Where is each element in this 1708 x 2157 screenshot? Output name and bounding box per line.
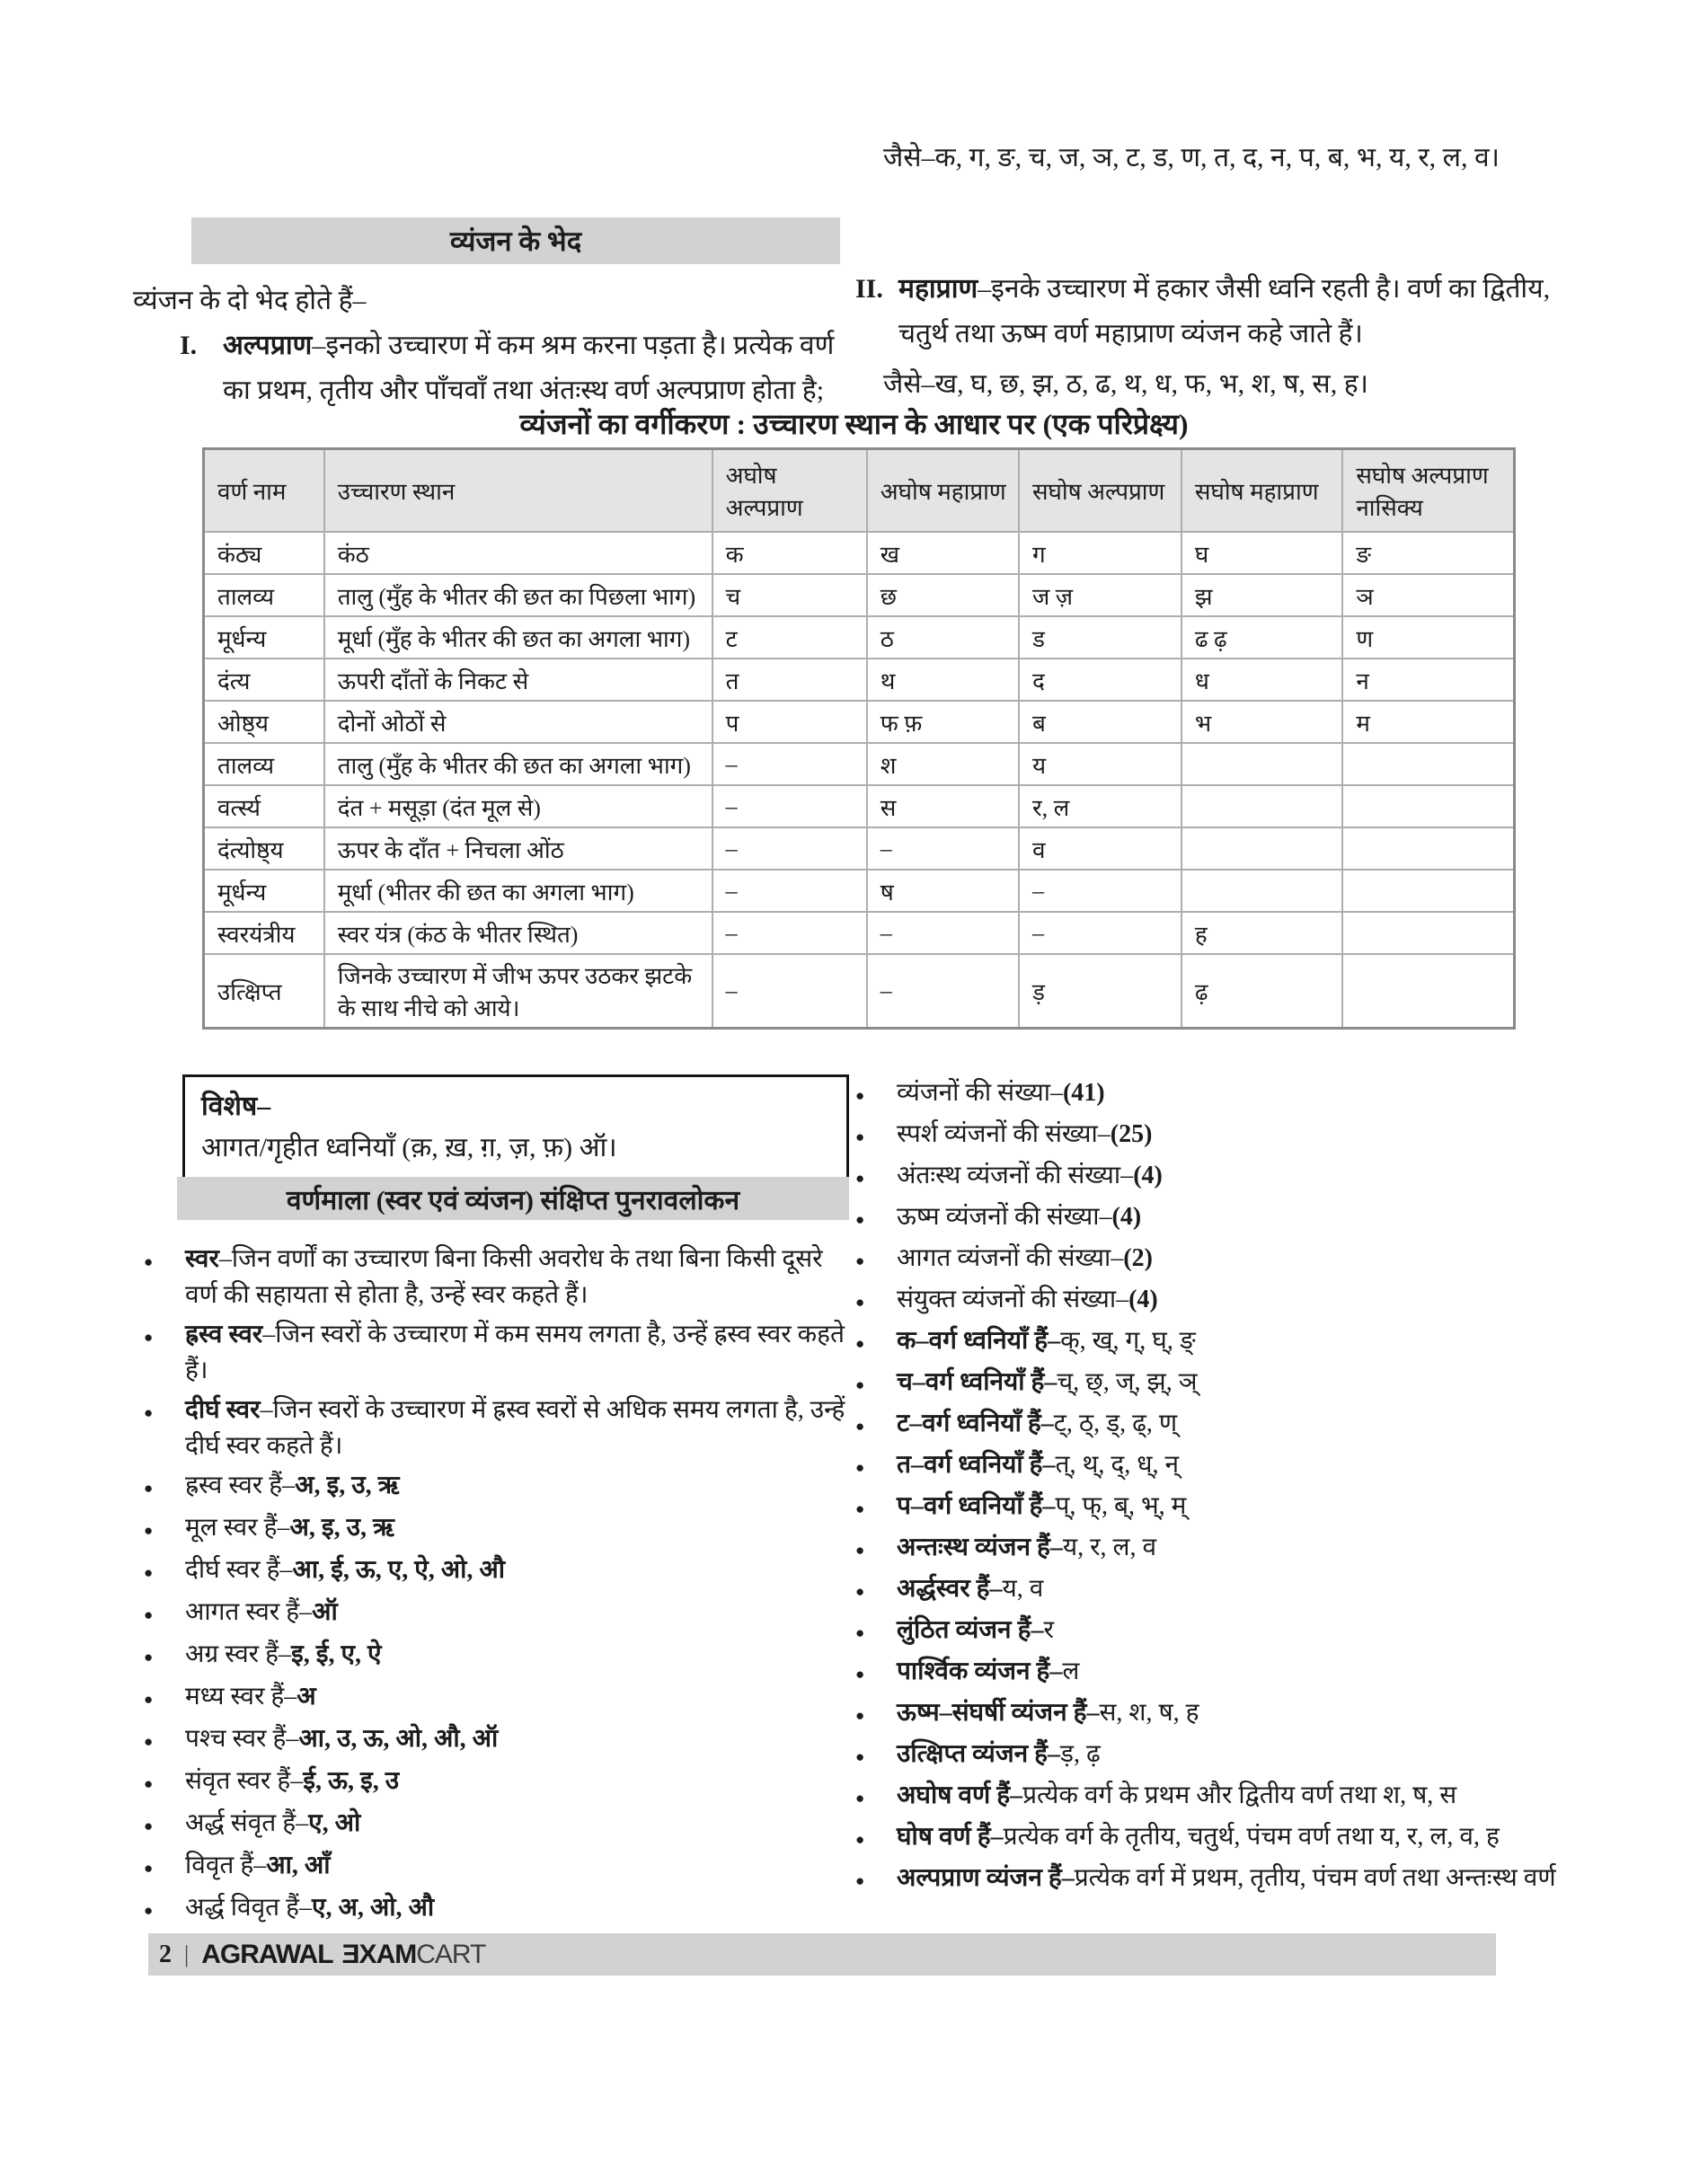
list-item-text [185,1890,434,1929]
table-cell: ण [1342,616,1514,659]
list-item [144,1764,852,1802]
list-item-text [897,1283,1158,1320]
page-footer [148,1933,1496,1976]
text-segment: –जिन स्वरों के उच्चारण में ह्रस्व स्वरों से अधिक समय लगता है, उन्हें दीर्घ स्वर कहते हैं। [185,1396,845,1460]
table-cell: तालव्य [204,743,324,785]
publisher-logo [201,1940,485,1970]
table-header-cell: अघोष अल्पप्राण [712,449,867,533]
text-segment: संवृत स्वर हैं– [185,1767,304,1795]
list-item [855,1448,1599,1485]
list-item-text [897,1531,1156,1568]
text-segment: आ, ई, ऊ, ए, ऐ, ओ, औ [292,1556,506,1584]
text-segment: विवृत हैं– [185,1852,267,1879]
table-cell: र, ल [1019,785,1181,827]
list-item [144,1317,852,1389]
special-note-box [182,1074,849,1184]
bullet-icon: ● [855,1790,865,1807]
list-item-text [897,1118,1152,1154]
table-cell: ञ [1342,574,1514,616]
table-cell: मूर्धन्य [204,616,324,659]
table-row [204,827,1515,870]
text-segment: अर्द्ध संवृत हैं– [185,1809,309,1837]
text-segment: अग्र स्वर हैं– [185,1640,291,1668]
list-item [144,1890,852,1929]
footer-separator: | [184,1940,190,1967]
list-item [855,1779,1599,1816]
text-segment: अल्पप्राण [223,331,313,360]
table-cell [1342,870,1514,912]
table-cell [1342,785,1514,827]
text-segment: अघोष वर्ण हैं– [897,1781,1023,1809]
table-cell: – [712,827,867,870]
table-cell: कंठ [324,532,712,574]
bullet-icon: ● [144,1522,154,1539]
text-segment: इ, ई, ए, ऐ [290,1640,382,1668]
text-segment: प्रत्येक वर्ग में प्रथम, तृतीय, पंचम वर्ण तथा अन्तःस्थ वर्ण [1074,1864,1556,1892]
section-title-consonant-types [191,217,840,264]
text-segment: स्पर्श व्यंजनों की संख्या– [897,1120,1111,1148]
table-row [204,532,1515,574]
text-segment: अर्द्ध विवृत हैं– [185,1894,312,1922]
text-segment: च्, छ्, ज्, झ्, ञ् [1057,1368,1198,1396]
text-segment: दीर्घ स्वर [185,1396,261,1424]
bullet-icon: ● [144,1253,154,1270]
table-cell: छ [867,574,1019,616]
table-cell: ख [867,532,1019,574]
text-segment: अ, इ, उ, ऋ [289,1514,394,1542]
table-cell: ष [867,870,1019,912]
list-item-text [185,1637,381,1675]
list-item [855,1613,1599,1650]
list-item-text [185,1595,338,1633]
publisher-logo-cart: CART [416,1939,486,1969]
bullet-icon: ● [855,1707,865,1724]
bullet-icon: ● [855,1335,865,1352]
bullet-icon: ● [855,1831,865,1848]
bullet-icon: ● [855,1128,865,1145]
list-item [144,1721,852,1760]
table-cell: – [712,785,867,827]
table-header-row [204,449,1515,533]
list-item [855,1200,1599,1237]
special-note-line: आगत/गृहीत ध्वनियाँ (क़, ख़, ग़, ज़, फ़) ऑ। [201,1133,617,1162]
text-segment: ल [1062,1658,1080,1685]
text-segment: (25) [1110,1120,1153,1148]
table-cell: प [712,701,867,743]
table-cell: दंत्योष्ठ्य [204,827,324,870]
text-segment: पश्च स्वर हैं– [185,1725,299,1753]
text-segment: प्रत्येक वर्ग के प्रथम और द्वितीय वर्ण तथा श, ष, स [1022,1781,1457,1809]
list-item-text [897,1200,1141,1237]
table-cell: फ फ़ [867,701,1019,743]
list-item [855,1366,1599,1402]
list-item-text [897,1407,1177,1444]
page-number: 2 [159,1940,172,1968]
text-segment: अ [296,1683,316,1711]
table-header-cell: अघोष महाप्राण [867,449,1019,533]
text-segment: क–वर्ग ध्वनियाँ हैं– [897,1327,1061,1355]
table-cell: थ [867,659,1019,701]
text-segment: आ, उ, ऊ, ओ, औ, ऑ [298,1725,499,1753]
text-segment: उत्क्षिप्त व्यंजन हैं– [897,1740,1061,1768]
publisher-logo-exam: ƎXAM [341,1939,417,1969]
text-segment: मध्य स्वर हैं– [185,1683,297,1711]
bullet-icon: ● [855,1211,865,1228]
bullet-icon: ● [144,1564,154,1581]
section-title-varnamala [177,1177,849,1220]
table-cell [1342,912,1514,954]
bullet-icon: ● [144,1860,154,1877]
bullet-icon: ● [855,1170,865,1187]
example-line-1: जैसे–क, ग, ङ, च, ज, ञ, ट, ड, ण, त, द, न, प, ब, भ, य, र, ल, व। [883,143,1500,172]
bullet-icon: ● [144,1733,154,1750]
bullet-icon: ● [144,1817,154,1834]
intro-line: व्यंजन के दो भेद होते हैं– [133,286,367,315]
list-item [855,1118,1599,1154]
list-item-text [185,1764,399,1802]
table-cell: दंत्य [204,659,324,701]
text-segment: त–वर्ग ध्वनियाँ हैं– [897,1451,1056,1479]
text-segment: आ, आँ [266,1852,331,1879]
list-item [855,1324,1599,1361]
list-item-text [897,1820,1500,1857]
list-item [144,1848,852,1887]
list-item [144,1510,852,1549]
table-cell: मूर्धा (मुँह के भीतर की छत का अगला भाग) [324,616,712,659]
section-title-text: व्यंजन के भेद [449,225,582,257]
bullet-icon: ● [855,1583,865,1600]
text-segment: आगत स्वर हैं– [185,1598,313,1626]
text-segment: व्यंजनों की संख्या– [897,1079,1063,1107]
list-item [855,1572,1599,1609]
text-segment: स्वर [185,1245,219,1273]
text-segment: ऊष्म–संघर्षी व्यंजन हैं– [897,1699,1100,1727]
text-segment: अल्पप्राण व्यंजन हैं– [897,1864,1075,1892]
table-cell: ट [712,616,867,659]
table-cell: – [712,870,867,912]
table-cell [1342,954,1514,1029]
table-cell: स्वर यंत्र (कंठ के भीतर स्थित) [324,912,712,954]
list-item [855,1861,1599,1898]
section-title-text: वर्णमाला (स्वर एवं व्यंजन) संक्षिप्त पुनरावलोकन [286,1185,740,1216]
table-cell: ड [1019,616,1181,659]
list-item [855,1407,1599,1444]
text-segment: (4) [1128,1286,1158,1313]
text-segment: प्रत्येक वर्ग के तृतीय, चतुर्थ, पंचम वर्ण तथा य, र, ल, व, ह [1003,1823,1500,1851]
table-cell: त [712,659,867,701]
text-segment: –इनको उच्चारण में कम श्रम करना पड़ता है। प्रत्येक वर्ण का प्रथम, तृतीय और पाँचवाँ तथा अंतःस्थ वर्ण अल्पप्राण होता है; [223,331,835,405]
table-cell [1181,785,1342,827]
table-cell: ढ ढ़ [1181,616,1342,659]
text-segment: संयुक्त व्यंजनों की संख्या– [897,1286,1129,1313]
text-segment: –जिन स्वरों के उच्चारण में कम समय लगता है, उन्हें ह्रस्व स्वर कहते हैं। [185,1321,845,1384]
text-segment: मूल स्वर हैं– [185,1514,290,1542]
table-row [204,743,1515,785]
table-cell: श [867,743,1019,785]
text-segment: ऊष्म व्यंजनों की संख्या– [897,1203,1112,1231]
list-item [855,1242,1599,1278]
list-item-text [185,1317,852,1389]
bullet-icon: ● [855,1624,865,1641]
text-segment: य, र, ल, व [1062,1534,1157,1561]
text-segment: प्, फ्, ब्, भ्, म् [1055,1492,1187,1520]
bullet-icon: ● [855,1666,865,1683]
item-number: II. [855,274,883,304]
list-item-text [897,1242,1153,1278]
list-item [144,1468,852,1507]
text-segment: (41) [1062,1079,1105,1107]
table-cell [1181,870,1342,912]
table-cell: झ [1181,574,1342,616]
table-cell: – [712,912,867,954]
list-item-text [897,1696,1199,1733]
text-segment: –जिन वर्णों का उच्चारण बिना किसी अवरोध के तथा बिना किसी दूसरे वर्ण की सहायता से होता है, उन्हें स्वर कहते हैं। [185,1245,823,1309]
text-segment: घोष वर्ण हैं– [897,1823,1004,1851]
list-item-text [897,1572,1043,1609]
table-cell: मूर्धा (भीतर की छत का अगला भाग) [324,870,712,912]
table-cell: ऊपर के दाँत + निचला ओंठ [324,827,712,870]
text-segment: पार्श्विक व्यंजन हैं– [897,1658,1063,1685]
table-cell: न [1342,659,1514,701]
text-segment: दीर्घ स्वर हैं– [185,1556,293,1584]
numbered-item-alpaprana [180,323,845,413]
list-item-text [185,1242,852,1313]
list-item [144,1806,852,1844]
item-text [898,267,1585,357]
list-item-text [185,1806,360,1844]
bullet-icon: ● [855,1294,865,1311]
list-item [144,1595,852,1633]
text-segment: स, श, ष, ह [1099,1699,1199,1727]
text-segment: त्, थ्, द्, ध्, न् [1055,1451,1180,1479]
table-cell: स [867,785,1019,827]
table-cell: ज ज़ [1019,574,1181,616]
table-cell: क [712,532,867,574]
table-cell: – [867,954,1019,1029]
list-item-text [897,1159,1163,1196]
list-item-text [185,1721,498,1760]
table-row [204,701,1515,743]
text-segment: ए, ओ [308,1809,361,1837]
list-item-text [897,1613,1054,1650]
list-item-text [185,1848,330,1887]
list-item-text [185,1679,316,1718]
list-item-text [897,1448,1179,1485]
item-number: I. [180,331,198,360]
table-cell: स्वरयंत्रीय [204,912,324,954]
text-segment: ट्, ठ्, ड्, ढ्, ण् [1053,1410,1178,1437]
table-cell: जिनके उच्चारण में जीभ ऊपर उठकर झटके के साथ नीचे को आये। [324,954,712,1029]
table-row [204,659,1515,701]
table-cell: ध [1181,659,1342,701]
bullet-icon: ● [855,1542,865,1559]
bullet-icon: ● [144,1404,154,1421]
table-row [204,616,1515,659]
table-row [204,954,1515,1029]
table-cell: ऊपरी दाँतों के निकट से [324,659,712,701]
list-item [855,1655,1599,1692]
table-header-cell: वर्ण नाम [204,449,324,533]
item-text [223,323,845,413]
text-segment: अंतःस्थ व्यंजनों की संख्या– [897,1162,1134,1189]
list-item-text [897,1655,1079,1692]
text-segment: ह्रस्व स्वर हैं– [185,1472,296,1499]
consonant-classification-table [202,447,1516,1030]
text-segment: अन्तःस्थ व्यंजन हैं– [897,1534,1063,1561]
table-cell: दोनों ओठों से [324,701,712,743]
table-title: व्यंजनों का वर्गीकरण : उच्चारण स्थान के आधार पर (एक परिप्रेक्ष्य) [519,408,1189,440]
table-header-cell: सघोष अल्पप्राण नासिक्य [1342,449,1514,533]
list-item [855,1531,1599,1568]
list-item-text [897,1490,1186,1526]
table-cell: ङ [1342,532,1514,574]
list-item-text [897,1366,1198,1402]
list-item-text [897,1076,1105,1113]
table-cell [1181,743,1342,785]
table-cell: य [1019,743,1181,785]
table-cell: तालु (मुँह के भीतर की छत का अगला भाग) [324,743,712,785]
bullet-icon: ● [144,1606,154,1623]
list-item-text [897,1861,1556,1898]
list-item [855,1076,1599,1113]
table-cell: कंठ्य [204,532,324,574]
publisher-logo-agrawal: AGRAWAL [201,1939,333,1969]
text-segment: आगत व्यंजनों की संख्या– [897,1244,1124,1272]
table-cell: तालव्य [204,574,324,616]
example-line-2: जैसे–ख, घ, छ, झ, ठ, ढ, थ, ध, फ, भ, श, ष, स, ह। [883,369,1368,399]
table-cell: वर्त्स्य [204,785,324,827]
text-segment: ट–वर्ग ध्वनियाँ हैं– [897,1410,1054,1437]
table-header-cell: सघोष अल्पप्राण [1019,449,1181,533]
bullet-icon: ● [855,1872,865,1889]
special-note-title: विशेष– [201,1092,271,1121]
list-item [855,1696,1599,1733]
table-cell: – [1019,870,1181,912]
table-cell: – [712,954,867,1029]
table-row [204,574,1515,616]
table-cell: – [867,912,1019,954]
table-header-cell: उच्चारण स्थान [324,449,712,533]
bullet-icon: ● [855,1252,865,1269]
list-item [855,1490,1599,1526]
table-row [204,870,1515,912]
text-segment: अर्द्धस्वर हैं– [897,1575,1003,1603]
text-segment: महाप्राण [898,274,978,304]
text-segment: ऑ [312,1598,338,1626]
text-segment: (2) [1123,1244,1153,1272]
table-cell: ओष्ठ्य [204,701,324,743]
table-cell: ह [1181,912,1342,954]
list-item [144,1552,852,1591]
table-row [204,912,1515,954]
bullet-icon: ● [855,1748,865,1765]
list-item [855,1159,1599,1196]
text-segment: (4) [1111,1203,1142,1231]
list-item-text [897,1737,1101,1774]
table-cell [1181,827,1342,870]
table-cell: म [1342,701,1514,743]
bullet-icon: ● [144,1649,154,1666]
list-item [144,1637,852,1675]
bullet-icon: ● [144,1902,154,1919]
consonant-facts-bullet-list [855,1076,1599,1903]
table-cell: ठ [867,616,1019,659]
text-segment: –इनके उच्चारण में हकार जैसी ध्वनि रहती है। वर्ण का द्वितीय, चतुर्थ तथा ऊष्म वर्ण महाप्राण व्यंजन कहे जाते हैं। [898,274,1551,349]
bullet-icon: ● [144,1775,154,1792]
text-segment: (4) [1133,1162,1163,1189]
table-cell: दंत + मसूड़ा (दंत मूल से) [324,785,712,827]
table-cell: ड़ [1019,954,1181,1029]
table-cell: द [1019,659,1181,701]
list-item-text [897,1324,1196,1361]
bullet-icon: ● [855,1376,865,1393]
text-segment: ह्रस्व स्वर [185,1321,263,1348]
table-cell: – [867,827,1019,870]
list-item-text [185,1392,852,1464]
table-cell: च [712,574,867,616]
bullet-icon: ● [144,1480,154,1497]
table-header-cell: सघोष महाप्राण [1181,449,1342,533]
table-cell: – [712,743,867,785]
text-segment: अ, इ, उ, ऋ [295,1472,400,1499]
table-cell: – [1019,912,1181,954]
table-cell: भ [1181,701,1342,743]
text-segment: ए, अ, ओ, औ [311,1894,435,1922]
list-item [855,1283,1599,1320]
text-segment: प–वर्ग ध्वनियाँ हैं– [897,1492,1056,1520]
table-cell: तालु (मुँह के भीतर की छत का पिछला भाग) [324,574,712,616]
text-segment: ड़, ढ़ [1060,1740,1101,1768]
list-item-text [185,1510,394,1549]
table-row [204,785,1515,827]
list-item-text [897,1779,1456,1816]
bullet-icon: ● [855,1087,865,1104]
table-cell: मूर्धन्य [204,870,324,912]
text-segment: क्, ख्, ग्, घ्, ङ् [1060,1327,1196,1355]
bullet-icon: ● [144,1691,154,1708]
list-item [144,1392,852,1464]
table-cell: घ [1181,532,1342,574]
list-item-text [185,1552,505,1591]
bullet-icon: ● [855,1418,865,1435]
table-cell: ढ़ [1181,954,1342,1029]
table-cell [1342,827,1514,870]
text-segment: ई, ऊ, इ, उ [303,1767,400,1795]
list-item [855,1820,1599,1857]
numbered-item-mahaprana [855,267,1585,357]
table-cell: ब [1019,701,1181,743]
varnamala-bullet-list [144,1242,852,1932]
bullet-icon: ● [144,1329,154,1346]
text-segment: र [1043,1616,1054,1644]
list-item [855,1737,1599,1774]
text-segment: लुंठित व्यंजन हैं– [897,1616,1044,1644]
list-item-text [185,1468,399,1507]
bullet-icon: ● [855,1500,865,1517]
table-cell: ग [1019,532,1181,574]
text-segment: च–वर्ग ध्वनियाँ हैं– [897,1368,1058,1396]
table-cell [1342,743,1514,785]
bullet-icon: ● [855,1459,865,1476]
list-item [144,1679,852,1718]
text-segment: य, व [1002,1575,1044,1603]
table-cell: उत्क्षिप्त [204,954,324,1029]
table-cell: व [1019,827,1181,870]
list-item [144,1242,852,1313]
